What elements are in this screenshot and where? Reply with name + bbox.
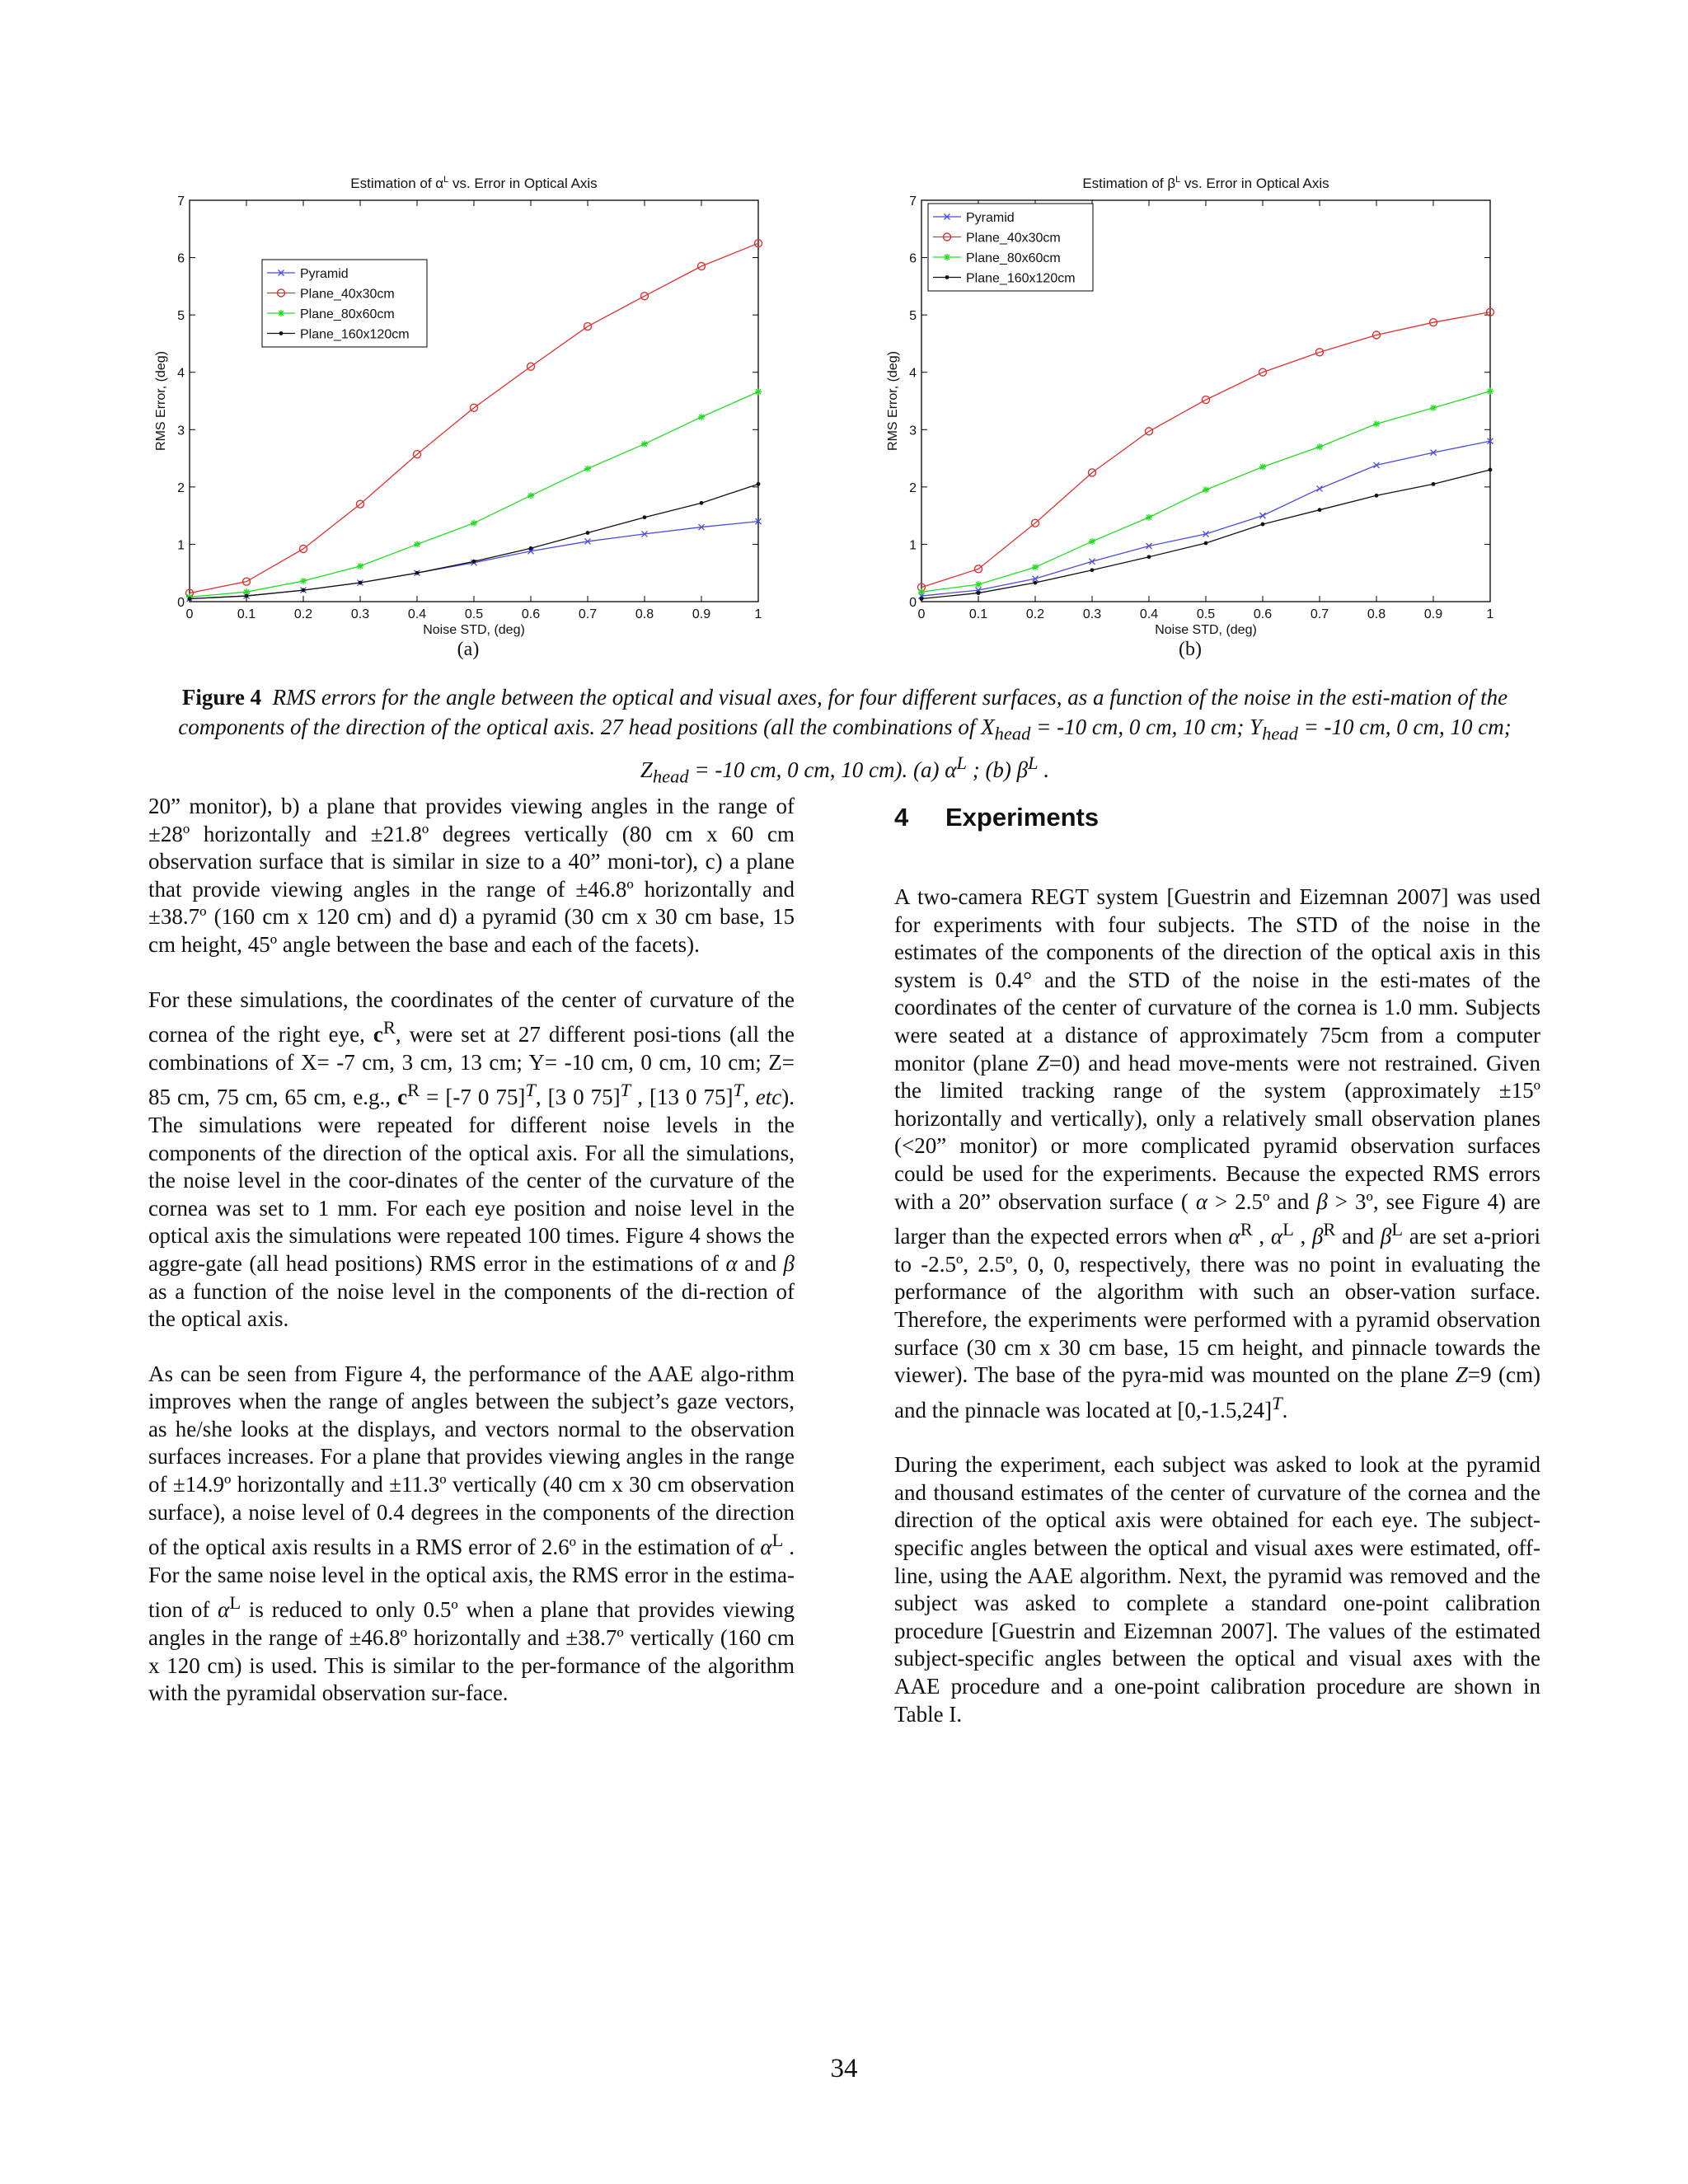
data-point: [643, 515, 647, 519]
x-tick-label: 0.8: [1367, 607, 1386, 621]
y-tick-label: 5: [909, 309, 917, 324]
subfigure-label-a: (a): [457, 639, 480, 660]
x-tick-label: 0.9: [1423, 607, 1443, 621]
text-run: For these simulations, the coordinates of the center of curvature of the cornea of the right eye,: [148, 987, 795, 1047]
data-point: [1034, 581, 1038, 585]
text-run: and: [737, 1250, 784, 1276]
text-run: , were set at 27 different posi-tions (all the combinations of X= -7 cm, 3 cm, 13 cm; Y= -10 cm, 0 cm, 10 cm; Z= 85 cm, 75 cm, 65 cm, e.g.,: [148, 1022, 795, 1110]
caption-sup: L: [1028, 752, 1039, 774]
y-tick-label: 4: [177, 366, 185, 381]
data-point: [471, 520, 477, 527]
x-tick-label: 0.3: [350, 607, 370, 621]
subfigure-label-b: (b): [1179, 639, 1202, 660]
data-point: [302, 588, 306, 593]
data-point: [945, 275, 950, 279]
superscript: T: [525, 1080, 536, 1101]
y-tick-label: 6: [177, 251, 185, 266]
data-point: [586, 531, 590, 535]
legend: [262, 260, 427, 347]
data-point: [1204, 541, 1208, 546]
y-tick-label: 1: [909, 538, 917, 553]
series-plane-80x60cm: [186, 388, 762, 600]
x-tick-label: 0.4: [407, 607, 427, 621]
data-point: [1318, 508, 1322, 512]
data-point: [641, 441, 648, 448]
legend: [928, 204, 1093, 291]
data-point: [698, 414, 705, 420]
page-number: 34: [830, 2054, 858, 2083]
data-point: [1032, 564, 1039, 570]
superscript: R: [1323, 1219, 1336, 1240]
x-tick-label: 0.5: [464, 607, 484, 621]
text-run: .: [1282, 1397, 1288, 1422]
data-point: [920, 597, 924, 601]
superscript: R: [1240, 1219, 1253, 1240]
legend-label: Plane_160x120cm: [300, 327, 410, 342]
text-run: A two-camera REGT system [Guestrin and Eizemnan 2007] was used for experiments with four subjects. The STD of the noise in the estimates of the components of the direction of the optical axis in this system is 0.4° and the STD of the noise in the esti-mates of the coordinates of the center of curvature of the cornea is 1.0 mm. Subjects were seated at a distance of approximately 75cm from a computer monitor (plane: [894, 884, 1540, 1076]
y-tick-label: 7: [177, 194, 185, 209]
caption-sub: head: [1262, 723, 1298, 744]
chart-title: Estimation of $\alpha^L$ vs. Error in Optical Axis: [350, 175, 598, 191]
data-point: [1487, 388, 1493, 395]
text-run: is reduced to only 0.5º when a plane that provides viewing angles in the range of ±46.8º horizontally and ±38.7º vertically (160 cm x 120 cm) is used. This is similar to the per-formance of the algorithm with the pyramidal observation sur-face.: [148, 1597, 795, 1706]
data-point: [1090, 568, 1095, 572]
series-line: [190, 484, 758, 598]
y-tick-label: 7: [909, 194, 917, 209]
x-tick-label: 0: [917, 607, 926, 621]
chart-beta-l: [880, 165, 1589, 659]
data-point: [975, 581, 982, 588]
data-point: [944, 254, 950, 260]
superscript: T: [1272, 1392, 1282, 1413]
x-tick-label: 0.7: [1310, 607, 1329, 621]
data-point: [357, 563, 363, 569]
text-run: =0) and head move-ments were not restrained. Given the limited tracking range of the system (approximately ±15º horizontally and vertically), only a relatively small observation planes (<20” monitor) or more complicated pyramid observation surfaces could be used for the experiments. Because the expected RMS errors with a 20” observation surface (: [894, 1050, 1540, 1214]
text-run: As can be seen from Figure 4, the performance of the AAE algo-rithm improves when the range of angles between the subject’s gaze vectors, as he/she looks at the displays, and vectors normal to the observation surfaces increases. For a plane that provides viewing angles in the range of ±14.9º horizontally and ±11.3º vertically (40 cm x 30 cm observation surface), a noise level of 0.4 degrees in the components of the direction of the optical axis results in a RMS error of 2.6º in the estimation of: [148, 1361, 795, 1560]
text-run: > 2.5º and: [1207, 1188, 1317, 1214]
x-tick-label: 0.2: [1025, 607, 1045, 621]
y-tick-label: 4: [909, 366, 917, 381]
x-tick-label: 0.7: [578, 607, 598, 621]
section-number: 4: [894, 803, 909, 832]
math-symbol: α: [1195, 1188, 1208, 1214]
caption-sub: head: [652, 766, 689, 787]
chart-alpha-l-svg: [148, 165, 857, 659]
y-tick-label: 2: [177, 480, 185, 495]
paragraph: [894, 883, 1540, 1424]
legend-label: Pyramid: [300, 267, 349, 281]
data-point: [1147, 555, 1151, 559]
data-point: [584, 466, 591, 472]
superscript: L: [1391, 1219, 1404, 1240]
x-axis-label: Noise STD, (deg): [423, 623, 525, 637]
chart-title: Estimation of $\beta^L$ vs. Error in Optical Axis: [1082, 175, 1329, 191]
right-column: [894, 793, 1540, 1755]
data-point: [472, 560, 476, 564]
x-tick-label: 1: [1486, 607, 1494, 621]
caption-sub: head: [994, 723, 1031, 744]
y-tick-label: 3: [909, 424, 917, 438]
x-tick-label: 0.9: [692, 607, 711, 621]
data-point: [415, 571, 420, 575]
x-tick-label: 0.6: [521, 607, 541, 621]
figure-caption: [152, 682, 1537, 792]
legend-label: Plane_40x30cm: [966, 231, 1061, 246]
math-symbol: Z: [1455, 1362, 1468, 1388]
x-tick-label: 1: [754, 607, 762, 621]
series-line: [921, 312, 1490, 588]
data-point: [1375, 494, 1379, 498]
data-point: [1430, 405, 1437, 411]
paragraph: [148, 1361, 795, 1708]
x-tick-label: 0.1: [968, 607, 988, 621]
data-point: [1317, 485, 1323, 491]
caption-sup: L: [956, 752, 967, 774]
data-point: [1261, 523, 1265, 527]
superscript: L: [1282, 1219, 1294, 1240]
text-run: , etc: [743, 1085, 782, 1110]
superscript: R: [407, 1080, 420, 1101]
data-point: [977, 591, 981, 595]
caption-text: = -10 cm, 0 cm, 10 cm; Y: [1030, 715, 1263, 739]
series-plane-80x60cm: [918, 388, 1493, 596]
math-symbol: α: [760, 1535, 772, 1560]
legend-label: Plane_80x60cm: [966, 251, 1061, 265]
caption-text: = -10 cm, 0 cm, 10 cm). (a) α: [688, 757, 957, 783]
data-point: [529, 546, 533, 551]
legend-label: Plane_80x60cm: [300, 307, 395, 321]
data-point: [1489, 468, 1493, 472]
section-heading: [894, 801, 1540, 834]
data-point: [300, 578, 307, 584]
chart-alpha-l: [148, 165, 857, 659]
data-point: [1146, 514, 1152, 521]
math-symbol: β: [783, 1250, 795, 1276]
data-point: [359, 581, 363, 585]
series-line: [190, 391, 758, 597]
text-run: . For the same noise level in the optical axis, the RMS error in the estima-tion of: [148, 1535, 795, 1623]
data-point: [1203, 486, 1209, 493]
x-tick-label: 0.1: [237, 607, 256, 621]
y-axis-label: RMS Error, (deg): [154, 351, 168, 451]
vector-symbol: c: [397, 1085, 408, 1110]
y-tick-label: 2: [909, 480, 917, 495]
text-run: as a function of the noise level in the components of the di-rection of the optical axis.: [148, 1278, 795, 1332]
legend-label: Plane_40x30cm: [300, 287, 395, 302]
data-point: [1373, 420, 1380, 427]
data-point: [1316, 443, 1323, 450]
chart-beta-l-svg: [880, 165, 1589, 659]
x-tick-label: 0: [185, 607, 194, 621]
superscript: T: [733, 1080, 744, 1101]
y-tick-label: 1: [177, 538, 185, 553]
x-tick-label: 0.4: [1139, 607, 1159, 621]
paragraph: [148, 987, 795, 1333]
x-tick-label: 0.5: [1196, 607, 1216, 621]
math-symbol: α: [218, 1597, 230, 1623]
y-tick-label: 3: [177, 424, 185, 438]
math-symbol: α: [725, 1250, 738, 1276]
figure-label: Figure 4: [181, 685, 262, 710]
math-symbol: β: [1316, 1188, 1328, 1214]
data-point: [278, 310, 284, 316]
text-run: ). The simulations were repeated for different noise levels in the components of the direction of the optical axis. For all the simulations, the noise level in the coor-dinates of the center of the curvature of the cornea was set to 1 mm. For each eye position and noise level in the optical axis the simulations were repeated 100 times. Figure 4 shows the aggre-gate (all head positions) RMS error in the estimations of: [148, 1085, 795, 1276]
section-title: Experiments: [945, 803, 1100, 832]
x-tick-label: 0.2: [293, 607, 313, 621]
math-symbol: α: [1270, 1224, 1283, 1249]
series-line: [921, 441, 1490, 596]
x-tick-label: 0.6: [1253, 607, 1273, 621]
caption-text: .: [1038, 757, 1050, 783]
paragraph: During the experiment, each subject was asked to look at the pyramid and thousand estimates of the center of curvature of the cornea and the direction of the optical axis were obtained for each eye. The subject-specific angles between the optical and visual axes were estimated, off-line, using the AAE algorithm. Next, the pyramid was removed and the subject was asked to complete a standard one-point calibration procedure [Guestrin and Eizemnan 2007]. The values of the estimated subject-specific angles between the optical and visual axes with the AAE procedure and a one-point calibration procedure are shown in Table I.: [894, 1452, 1540, 1727]
legend-label: Pyramid: [966, 211, 1015, 225]
data-point: [279, 331, 284, 335]
text-run: , [3 0 75]: [535, 1085, 621, 1110]
x-axis-label: Noise STD, (deg): [1155, 623, 1257, 637]
y-tick-label: 5: [177, 309, 185, 324]
x-tick-label: 0.8: [635, 607, 654, 621]
text-run: ,: [1252, 1224, 1271, 1249]
left-column: [148, 793, 795, 1735]
data-point: [755, 388, 762, 395]
text-run: ,: [1293, 1224, 1312, 1249]
y-tick-label: 0: [177, 596, 185, 610]
text-run: are set a-priori to -2.5º, 2.5º, 0, 0, respectively, there was no point in evaluating the performance of the algorithm with such an obser-vation surface. Therefore, the experiments were performed with a pyramid observation surface (30 cm x 30 cm base, 15 cm height, and pinnacle towards the viewer). The base of the pyra-mid was mounted on the plane: [894, 1224, 1541, 1388]
y-axis-label: RMS Error, (deg): [886, 351, 900, 451]
text-run: and: [1335, 1224, 1381, 1249]
data-point: [188, 597, 192, 601]
paragraph: 20” monitor), b) a plane that provides viewing angles in the range of ±28º horizontally and ±21.8º degrees vertically (80 cm x 60 cm observation surface that is similar in size to a 40” moni-tor), c) a plane that provide viewing angles in the range of ±46.8º horizontally and ±38.7º (160 cm x 120 cm) and d) a pyramid (30 cm x 30 cm base, 15 cm height, 45º angle between the base and each of the facets).: [148, 794, 795, 957]
data-point: [528, 492, 534, 499]
text-run: > 3º, see Figure 4) are larger than the expected errors when: [894, 1188, 1540, 1249]
y-tick-label: 0: [909, 596, 917, 610]
caption-text: = -10 cm, 0 cm, 10 cm; Z: [640, 715, 1512, 783]
text-run: , [13 0 75]: [631, 1085, 734, 1110]
text-run: = [-7 0 75]: [420, 1085, 526, 1110]
superscript: T: [620, 1080, 631, 1101]
legend-label: Plane_160x120cm: [966, 271, 1076, 286]
superscript: R: [382, 1017, 396, 1038]
math-symbol: β: [1311, 1224, 1324, 1249]
math-symbol: α: [1228, 1224, 1240, 1249]
y-tick-label: 6: [909, 251, 917, 266]
data-point: [1432, 482, 1436, 486]
data-point: [700, 501, 704, 505]
caption-text: RMS errors for the angle between the optical and visual axes, for four different surfaces, as a function of the noise in the esti-mation of the components of the direction of the optical axis. 27 head positions (all the combinations of X: [178, 685, 1508, 739]
vector-symbol: c: [373, 1022, 383, 1047]
series-plane-160x120cm: [188, 482, 761, 601]
data-point: [1260, 513, 1266, 518]
superscript: L: [229, 1592, 241, 1614]
caption-text: ; (b) β: [966, 757, 1029, 783]
data-point: [1089, 538, 1095, 545]
series-plane-40x30cm: [918, 308, 1494, 591]
math-symbol: Z: [1036, 1050, 1049, 1076]
series-pyramid: [919, 438, 1493, 599]
x-tick-label: 0.3: [1082, 607, 1102, 621]
data-point: [245, 594, 249, 598]
superscript: L: [771, 1530, 784, 1551]
data-point: [757, 482, 761, 486]
math-symbol: β: [1380, 1224, 1392, 1249]
data-point: [918, 588, 925, 595]
data-point: [1259, 464, 1266, 471]
data-point: [414, 541, 420, 547]
text-run: =9 (cm) and the pinnacle was located at [0,-1.5,24]: [894, 1362, 1540, 1422]
